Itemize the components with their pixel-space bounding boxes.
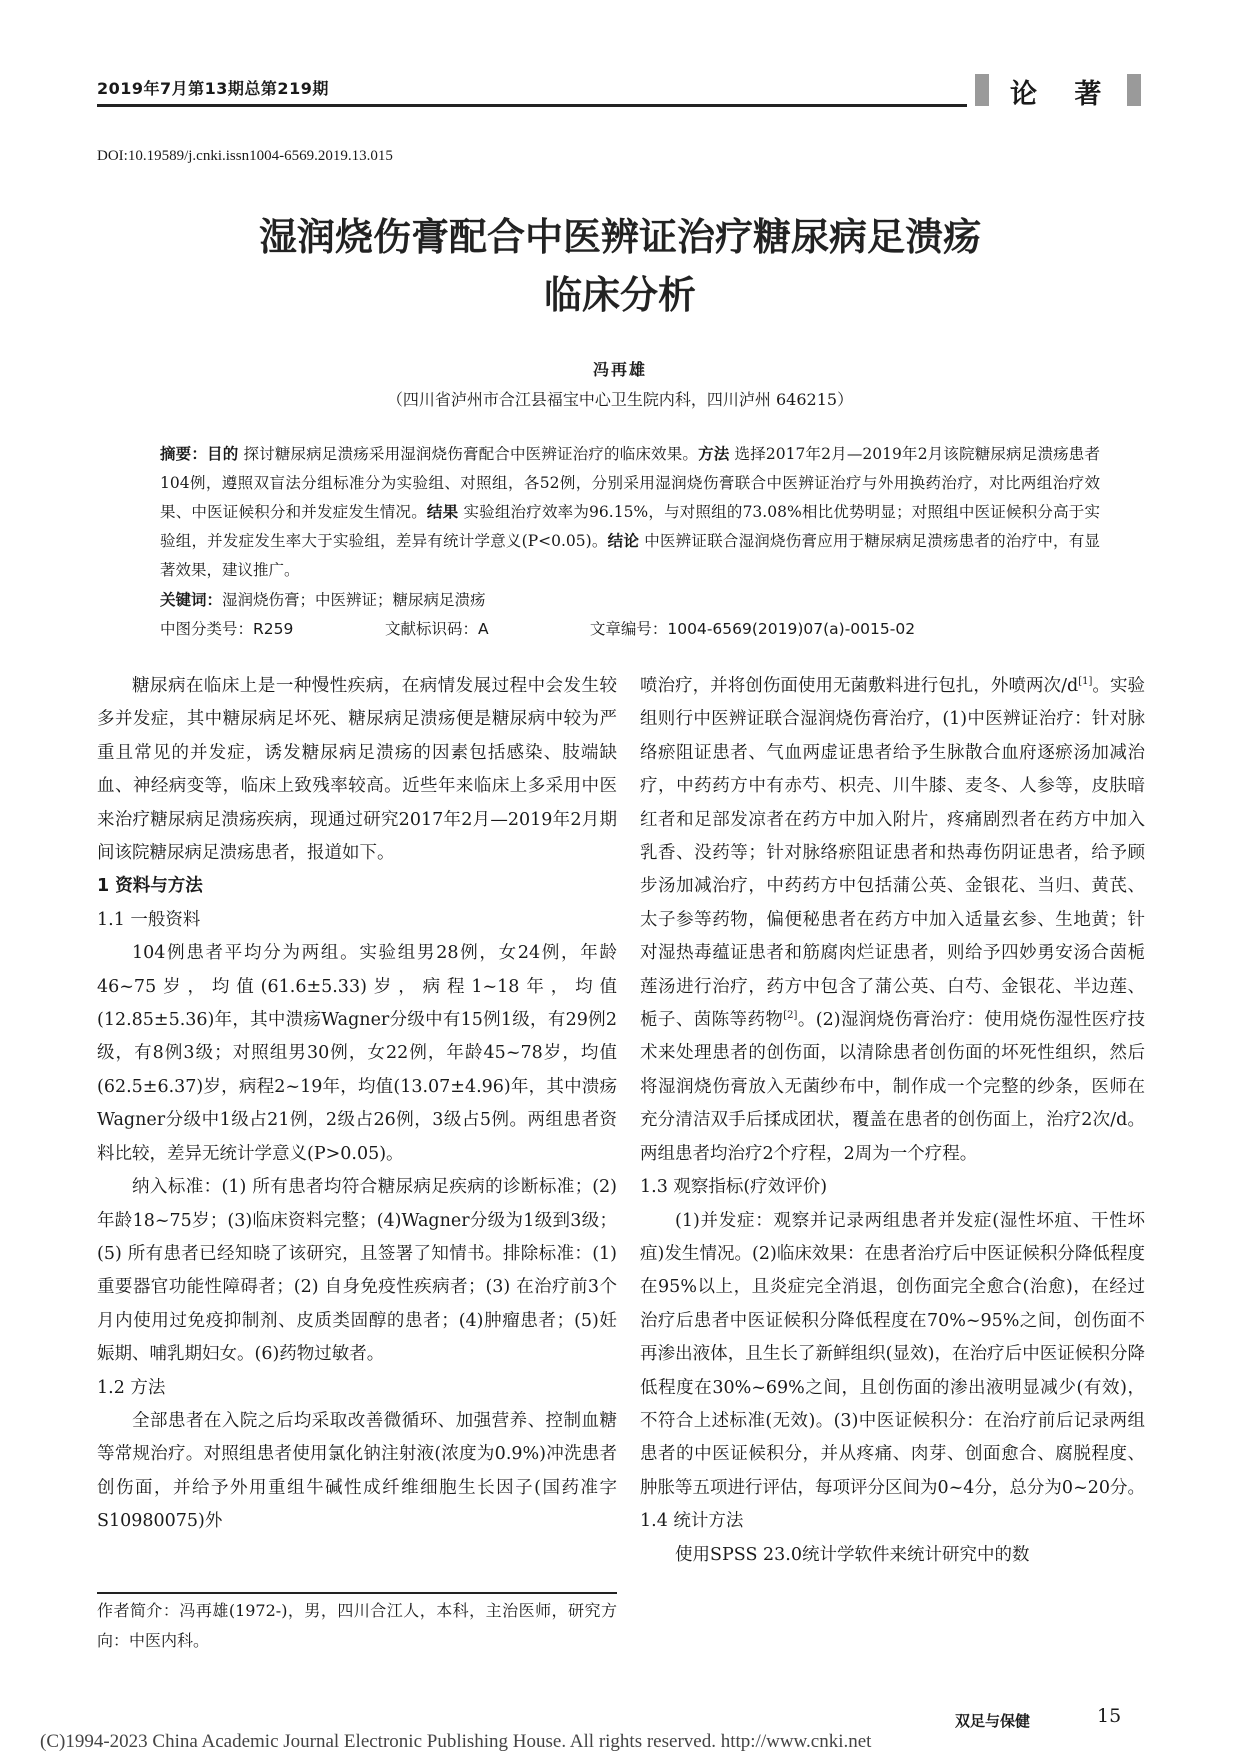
copyright-notice: (C)1994-2023 China Academic Journal Electronic Publishing House. All rights reserved. http://www.cnki.net [40, 1731, 872, 1752]
page-number: 15 [1097, 1705, 1122, 1727]
section-heading-1: 1 资料与方法 [97, 876, 203, 897]
keywords-label: 关键词： [160, 591, 223, 609]
abstract [160, 440, 1100, 585]
document-code: 文献标识码：A [384, 620, 489, 638]
right-column [640, 670, 1145, 1572]
method-label: 方法 [698, 445, 730, 463]
keywords-text: 湿润烧伤膏；中医辨证；糖尿病足溃疡 [222, 591, 486, 609]
abstract-result: 实验组治疗效率为96.15%，与对照组的73.08%相比优势明显；对照组中医证候积分高于实验组，并发症发生率大于实验组，差异有统计学意义(P<0.05)。 [160, 503, 1100, 550]
criteria-paragraph: 纳入标准：(1) 所有患者均符合糖尿病足疾病的诊断标准；(2)年龄18~75岁；(3)临床资料完整；(4)Wagner分级为1级到3级；(5) 所有患者已经知晓了该研究，且签署了知情书。排除标准：(1)重要器官功能性障碍者；(2) 自身免疫性疾病者；(3) 在治疗前3个月内使用过免疫抑制剂、皮质类固醇的患者；(4)肿瘤患者；(5)妊娠期、哺乳期妇女。(6)药物过敏者。 [97, 1177, 617, 1365]
doi: DOI:10.19589/j.cnki.issn1004-6569.2019.13.015 [97, 148, 393, 164]
citation-1: [1] [1078, 676, 1093, 688]
abstract-method: 选择2017年2月—2019年2月该院糖尿病足溃疡患者104例，遵照双盲法分组标准分为实验组、对照组，各52例，分别采用湿润烧伤膏联合中医辨证治疗与外用换药治疗，对比两组治疗效果、中医证候积分和并发症发生情况。 [160, 445, 1100, 521]
left-column [97, 670, 617, 1539]
abstract-conclusion: 中医辨证联合湿润烧伤膏应用于糖尿病足溃疡患者的治疗中，有显著效果，建议推广。 [160, 532, 1100, 579]
author-footnote: 作者简介：冯再雄(1972-)，男，四川合江人，本科，主治医师，研究方向：中医内科。 [97, 1601, 617, 1650]
footnote-rule [97, 1592, 617, 1594]
method-paragraph: 全部患者在入院之后均采取改善微循环、加强营养、控制血糖等常规治疗。对照组患者使用氯化钠注射液(浓度为0.9%)冲洗患者创伤面，并给予外用重组牛碱性成纤维细胞生长因子(国药准字S10980075)外 [97, 1410, 617, 1532]
article-number: 文章编号：1004-6569(2019)07(a)-0015-02 [589, 620, 916, 638]
header-block-right [1127, 74, 1141, 106]
abstract-label: 摘要： [160, 445, 208, 463]
journal-issue: 2019年7月第13期总第219期 [97, 79, 329, 98]
subheading-1-3: 1.3 观察指标(疗效评价) [640, 1177, 828, 1198]
keywords [160, 586, 1100, 615]
affiliation: （四川省泸州市合江县福宝中心卫生院内科，四川泸州 646215） [386, 390, 854, 409]
author: 冯再雄 [592, 360, 647, 379]
intro-paragraph: 糖尿病在临床上是一种慢性疾病，在病情发展过程中会发生较多并发症，其中糖尿病足坏死、糖尿病足溃疡便是糖尿病中较为严重且常见的并发症，诱发糖尿病足溃疡的因素包括感染、肢端缺血、神经病变等，临床上致残率较高。近些年来临床上多采用中医来治疗糖尿病足溃疡疾病，现通过研究2017年2月—2019年2月期间该院糖尿病足溃疡患者，报道如下。 [97, 676, 617, 864]
subheading-1-1: 1.1 一般资料 [97, 909, 201, 930]
treatment-text-c: 。(2)湿润烧伤膏治疗：使用烧伤湿性医疗技术来处理患者的创伤面，以清除患者创伤面的坏死性组织，然后将湿润烧伤膏放入无菌纱布中，制作成一个完整的纱条，医师在充分清洁双手后揉成团状，覆盖在患者的创伤面上，治疗2次/d。两组患者均治疗2个疗程，2周为一个疗程。 [640, 1010, 1146, 1164]
general-data-paragraph: 104例患者平均分为两组。实验组男28例，女24例，年龄46~75岁，均值(61.6±5.33)岁，病程1~18年，均值(12.85±5.36)年，其中溃疡Wagner分级中有15例1级，有29例2级，有8例3级；对照组男30例，女22例，年龄45~78岁，均值(62.5±6.37)岁，病程2~19年，均值(13.07±4.96)年，其中溃疡Wagner分级中1级占21例，2级占26例，3级占5例。两组患者资料比较，差异无统计学意义(P>0.05)。 [97, 943, 617, 1164]
title-line-1: 湿润烧伤膏配合中医辨证治疗糖尿病足溃疡 [258, 215, 981, 259]
citation-2: [2] [783, 1010, 798, 1022]
indicators-paragraph: (1)并发症：观察并记录两组患者并发症(湿性坏疽、干性坏疽)发生情况。(2)临床效果：在患者治疗后中医证候积分降低程度在95%以上，且炎症完全消退，创伤面完全愈合(治愈)，在经过治疗后患者中医证候积分降低程度在70%~95%之间，创伤面不再渗出液体，且生长了新鲜组织(显效)，在治疗后中医证候积分降低程度在30%~69%之间，且创伤面的渗出液明显减少(有效)，不符合上述标准(无效)。(3)中医证候积分：在治疗前后记录两组患者的中医证候积分，并从疼痛、肉芽、创面愈合、腐脱程度、肿胀等五项进行评估，每项评分区间为0~4分，总分为0~20分。 [640, 1210, 1145, 1498]
treatment-paragraph [640, 670, 1145, 1171]
section-label: 论 著 [1010, 79, 1116, 110]
abstract-purpose: 探讨糖尿病足溃疡采用湿润烧伤膏配合中医辨证治疗的临床效果。 [238, 445, 699, 463]
footer-journal-name: 双足与保健 [955, 1712, 1031, 1730]
statistics-paragraph: 使用SPSS 23.0统计学软件来统计研究中的数 [675, 1544, 1030, 1565]
treatment-text-b: 。实验组则行中医辨证联合湿润烧伤膏治疗，(1)中医辨证治疗：针对脉络瘀阻证患者、气血两虚证患者给予生脉散合血府逐瘀汤加减治疗，中药药方中有赤芍、枳壳、川牛膝、麦冬、人参等，皮肤暗红者和足部发凉者在药方中加入附片，疼痛剧烈者在药方中加入乳香、没药等；针对脉络瘀阻证患者和热毒伤阴证患者，给予顾步汤加减治疗，中药药方中包括蒲公英、金银花、当归、黄芪、太子参等药物，偏便秘患者在药方中加入适量玄参、生地黄；针对湿热毒蕴证患者和筋腐肉烂证患者，则给予四妙勇安汤合茵栀莲汤进行治疗，药方中包含了蒲公英、白芍、金银花、半边莲、栀子、茵陈等药物 [640, 676, 1145, 1031]
clc-number: 中图分类号：R259 [160, 620, 294, 638]
title-line-2: 临床分析 [543, 273, 696, 317]
purpose-label: 目的 [207, 445, 239, 463]
header-block-left [975, 74, 989, 106]
header-rule [97, 104, 967, 107]
conclusion-label: 结论 [607, 532, 640, 550]
treatment-text-a: 喷治疗，并将创伤面使用无菌敷料进行包扎，外喷两次/d [640, 676, 1079, 696]
result-label: 结果 [426, 503, 459, 521]
subheading-1-2: 1.2 方法 [97, 1377, 166, 1398]
article-title [100, 208, 1140, 324]
classification-line [160, 615, 1100, 644]
subheading-1-4: 1.4 统计方法 [640, 1511, 744, 1532]
